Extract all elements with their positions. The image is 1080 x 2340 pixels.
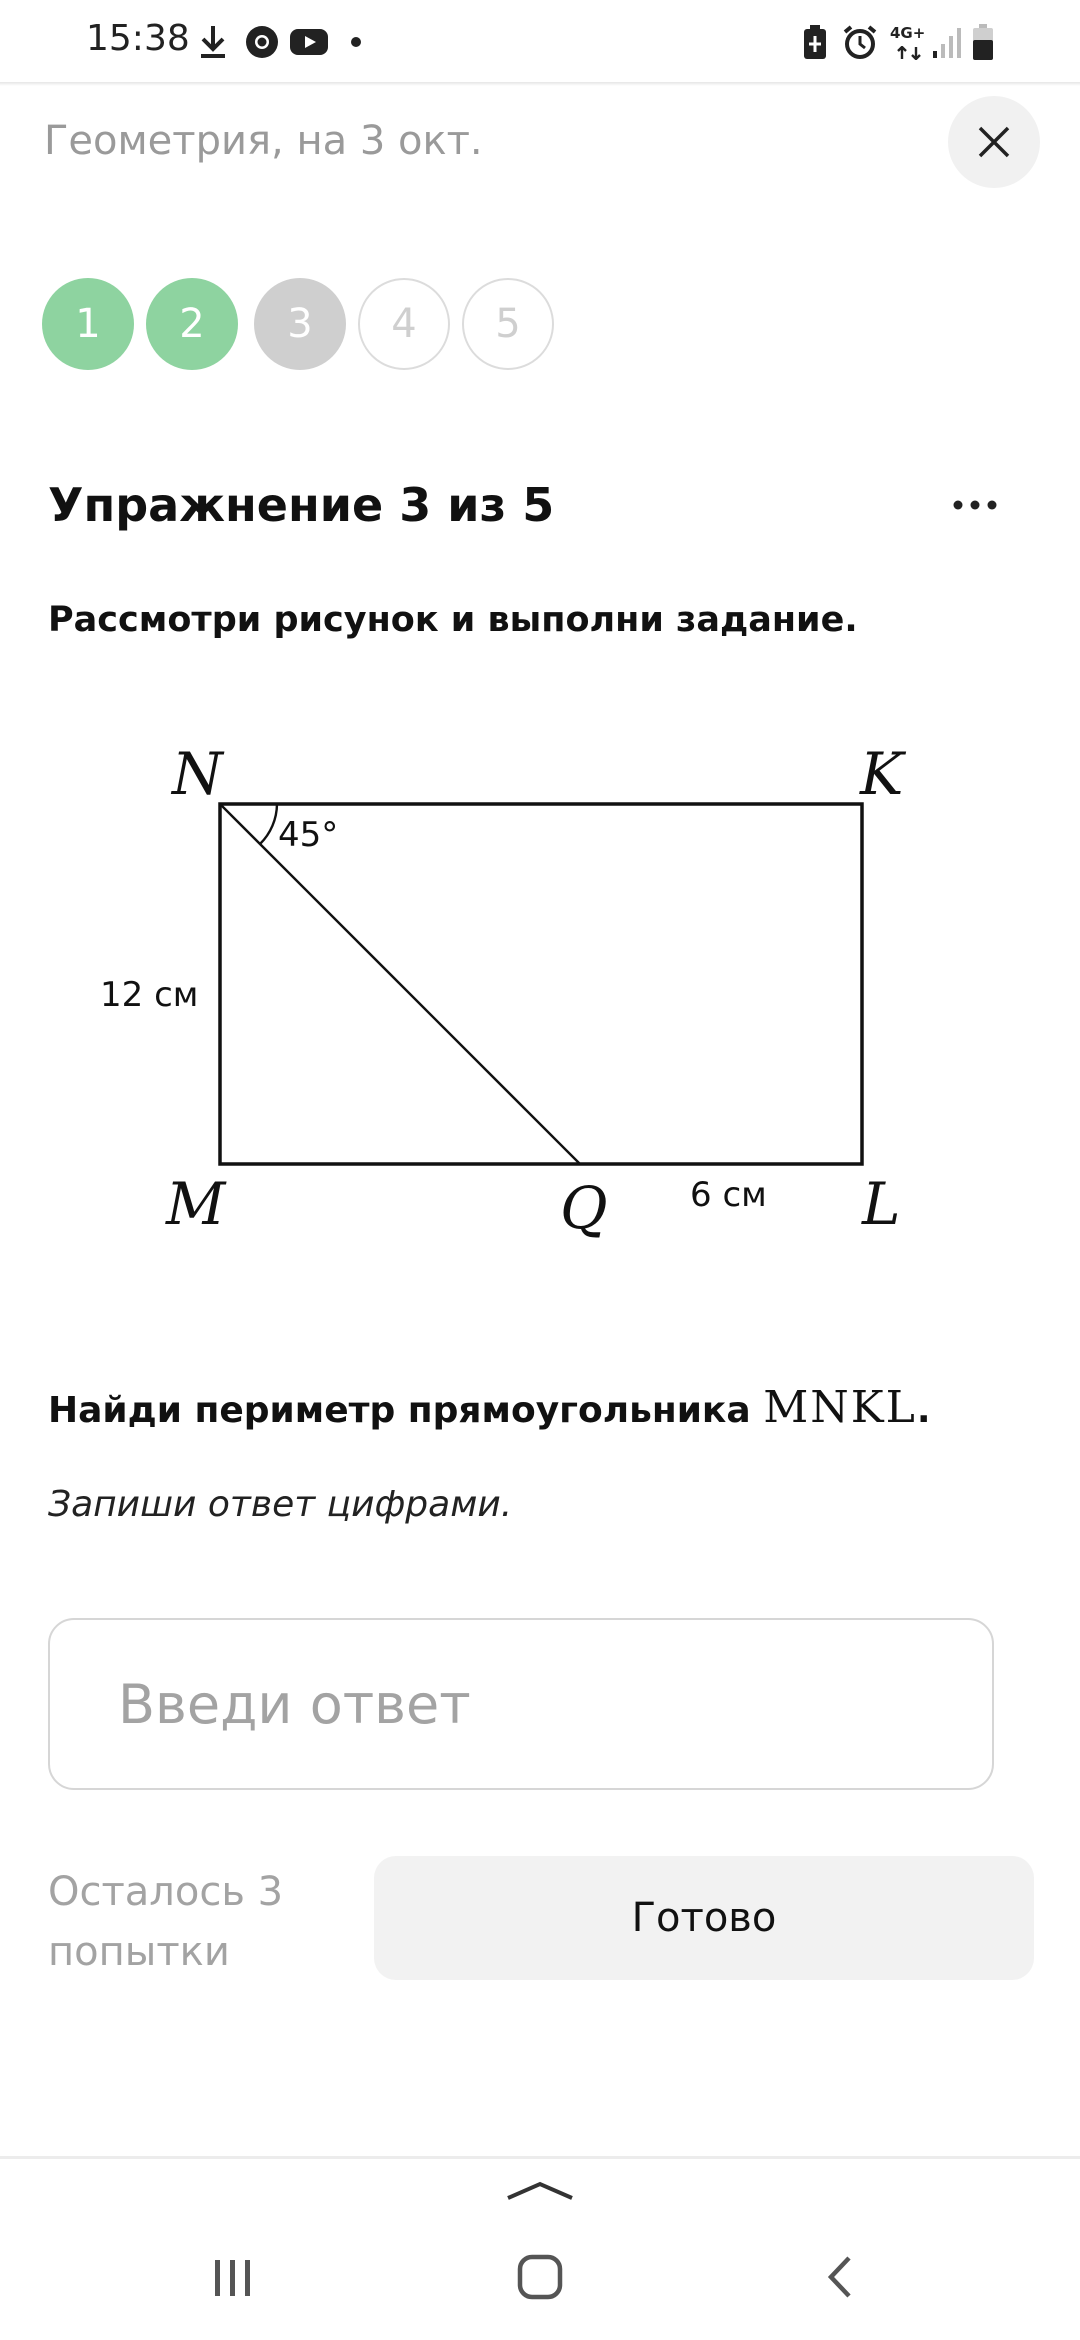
question-text: Найди периметр прямоугольника [48,1390,764,1431]
question-end: . [916,1390,931,1431]
exercise-title: Упражнение 3 из 5 [48,478,555,532]
home-icon[interactable] [500,2239,580,2315]
question [48,1382,931,1433]
step-3[interactable]: 3 [254,278,346,370]
chevron-up-icon[interactable] [500,2175,580,2205]
step-1[interactable]: 1 [42,278,134,370]
angle-arc [260,804,277,844]
done-button[interactable]: Готово [374,1856,1034,1980]
more-horizontal-icon [952,499,998,511]
question-math: MNKL [763,1382,917,1433]
segment-label: 6 см [690,1175,767,1215]
segment-nq [220,804,580,1164]
back-icon[interactable] [806,2239,872,2315]
vertex-n: N [172,740,223,808]
download-icon [198,22,228,62]
attempts-left [48,1862,348,1982]
instruction: Рассмотри рисунок и выполни задание. [48,600,858,640]
angle-label: 45° [278,815,339,855]
geometry-figure [0,720,1080,1260]
step-5[interactable]: 5 [462,278,554,370]
network-4g-icon [890,22,925,62]
notification-dot-icon [350,22,362,62]
vertex-q: Q [560,1174,608,1242]
vertex-m: M [166,1170,226,1238]
network-label: 4G+ [890,24,926,42]
close-button[interactable] [948,96,1040,188]
signal-icon [932,22,962,62]
more-button[interactable] [950,480,1000,530]
status-time: 15:38 [86,18,190,59]
close-icon [976,124,1012,160]
battery-icon [972,22,994,62]
status-divider [0,82,1080,86]
hint: Запиши ответ цифрами. [48,1484,513,1525]
attempts-line-1: Осталось 3 [48,1869,284,1915]
recent-apps-icon[interactable] [200,2243,266,2313]
youtube-icon [290,22,328,62]
battery-saver-icon [802,22,828,62]
chrome-icon [244,22,280,62]
vertex-l: L [862,1170,901,1238]
step-2[interactable]: 2 [146,278,238,370]
step-4[interactable]: 4 [358,278,450,370]
side-label: 12 см [100,975,199,1015]
page-title: Геометрия, на 3 окт. [44,118,483,164]
vertex-k: K [860,740,904,808]
rectangle-mnkl [220,804,862,1164]
system-nav-bar [0,2159,1080,2340]
answer-input[interactable] [48,1618,994,1790]
status-bar [0,0,1080,82]
alarm-icon [842,22,878,62]
attempts-line-2: попытки [48,1929,230,1975]
